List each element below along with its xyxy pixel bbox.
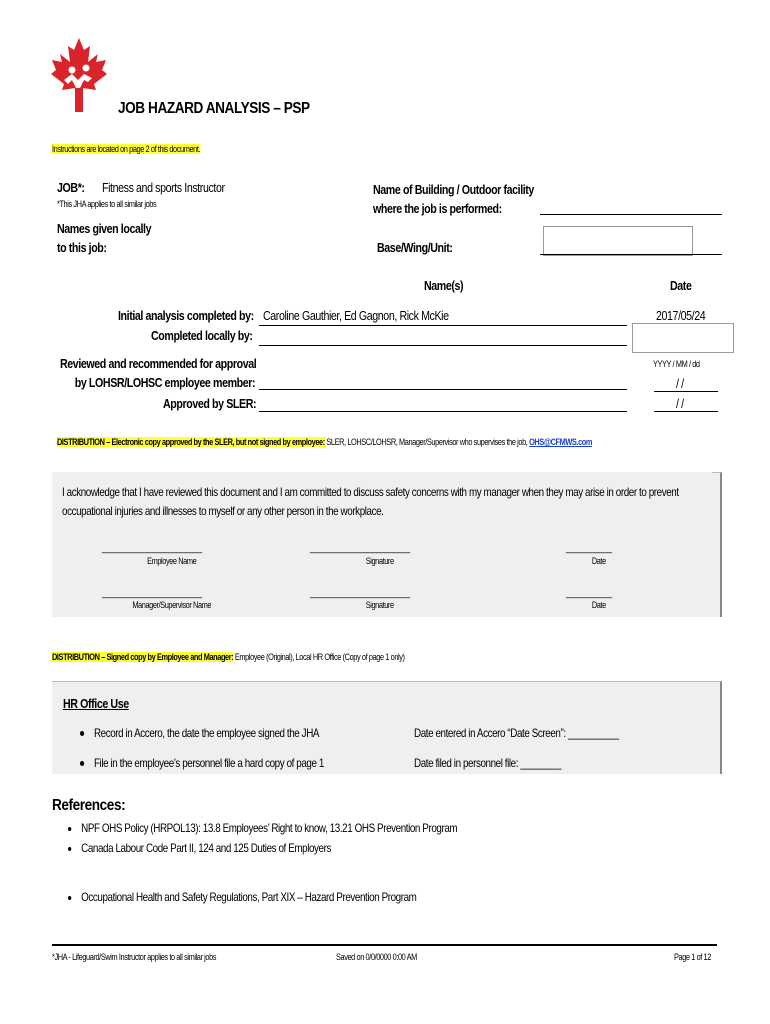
initial-analysis-line: [259, 325, 627, 326]
completed-locally-date-input[interactable]: [632, 323, 734, 353]
base-wing-unit-line: [540, 254, 722, 255]
reviewed-label: Reviewed and recommended for approval by LOHSR/LOHSC employee member:: [60, 356, 257, 390]
ohs-email-link[interactable]: OHS@CFMWS.com: [529, 437, 593, 447]
job-value: Fitness and sports Instructor: [102, 180, 225, 195]
employee-name-label: Employee Name: [147, 556, 197, 566]
approved-date-line: [654, 411, 718, 412]
footer-center: Saved on 0/0/0000 0:00 AM: [336, 952, 417, 962]
hr-item-1: Record in Accero, the date the employee signed the JHA: [80, 726, 408, 740]
footer-left: *JHA - Lifeguard/Swim Instructor applies to all similar jobs: [52, 952, 217, 962]
distribution-signed-label: DISTRIBUTION – Signed copy by Employee and Manager:: [52, 652, 234, 662]
employee-date-blank[interactable]: ___________: [566, 543, 612, 554]
reference-item-3: Occupational Health and Safety Regulations, Part XIX – Hazard Prevention Program: [68, 890, 642, 904]
distribution-electronic-label: DISTRIBUTION – Electronic copy approved by the SLER, but not signed by employee:: [57, 437, 325, 447]
hr-item-2-right[interactable]: Date filed in personnel file: ________: [414, 756, 561, 770]
completed-locally-field[interactable]: [259, 345, 627, 346]
date-format-hint: YYYY / MM / dd: [653, 359, 700, 369]
distribution-electronic-text: SLER, LOHSC/LOHSR, Manager/Supervisor who supervises the job,: [324, 437, 530, 447]
bullet-icon: [68, 827, 71, 831]
distribution-electronic: [57, 437, 713, 447]
hr-item-1-right[interactable]: Date entered in Accero “Date Screen”: __________: [414, 726, 619, 740]
reference-item-2: Canada Labour Code Part II, 124 and 125 Duties of Employers: [68, 841, 642, 855]
base-wing-unit-input[interactable]: [543, 226, 693, 256]
employee-date-label: Date: [591, 556, 606, 566]
manager-date-label: Date: [591, 600, 606, 610]
bullet-icon: [80, 731, 84, 736]
reference-item-1: NPF OHS Policy (HRPOL13): 13.8 Employees’ Right to know, 13.21 OHS Prevention Program: [68, 821, 642, 835]
bullet-icon: [80, 761, 84, 766]
reviewed-date[interactable]: / /: [676, 376, 684, 391]
page-title: JOB HAZARD ANALYSIS – PSP: [118, 100, 310, 117]
manager-signature-label: Signature: [365, 600, 394, 610]
names-header: Name(s): [424, 278, 464, 293]
bullet-icon: [68, 847, 71, 851]
initial-analysis-label: Initial analysis completed by:: [118, 308, 254, 323]
reviewed-field[interactable]: [259, 389, 627, 390]
manager-date-blank[interactable]: ___________: [566, 588, 612, 599]
job-label: JOB*:: [57, 180, 85, 195]
base-wing-unit-label: Base/Wing/Unit:: [377, 240, 453, 255]
approved-field[interactable]: [259, 411, 627, 412]
references-title: References:: [52, 797, 126, 814]
instructions-note: Instructions are located on page 2 of this document.: [52, 144, 201, 154]
completed-locally-label: Completed locally by:: [151, 328, 253, 343]
facility-field[interactable]: [540, 214, 722, 215]
approved-label: Approved by SLER:: [163, 396, 257, 411]
maple-leaf-logo: [50, 36, 108, 116]
hr-office-title: HR Office Use: [63, 696, 129, 711]
initial-analysis-names: Caroline Gauthier, Ed Gagnon, Rick McKie: [263, 308, 449, 323]
initial-analysis-date: 2017/05/24: [656, 308, 706, 323]
manager-name-label: Manager/Supervisor Name: [132, 600, 212, 610]
distribution-signed-text: Employee (Original), Local HR Office (Copy of page 1 only): [233, 652, 405, 662]
employee-signature-label: Signature: [365, 556, 394, 566]
employee-signature-blank[interactable]: ________________________: [310, 543, 410, 554]
names-local-label: Names given locally to this job:: [57, 221, 152, 255]
distribution-signed: [52, 652, 544, 662]
manager-name-blank[interactable]: ________________________: [102, 588, 202, 599]
reviewed-date-line: [654, 391, 718, 392]
hr-item-2: File in the employee’s personnel file a hard copy of page 1: [80, 756, 408, 770]
bullet-icon: [68, 896, 71, 900]
manager-signature-blank[interactable]: ________________________: [310, 588, 410, 599]
employee-name-blank[interactable]: ________________________: [102, 543, 202, 554]
facility-label: Name of Building / Outdoor facility where the job is performed:: [373, 182, 534, 216]
acknowledge-text: I acknowledge that I have reviewed this document and I am committed to discuss safety concerns with my manager when they may arise in order to prevent occupational injuries and illnesses to myself or any other person in the workplace.: [62, 485, 679, 518]
footer-divider: [52, 944, 717, 946]
footer-page-number: Page 1 of 12: [674, 952, 711, 962]
date-header: Date: [670, 278, 692, 293]
approved-date[interactable]: / /: [676, 396, 684, 411]
job-note: *This JHA applies to all similar jobs: [57, 199, 157, 209]
